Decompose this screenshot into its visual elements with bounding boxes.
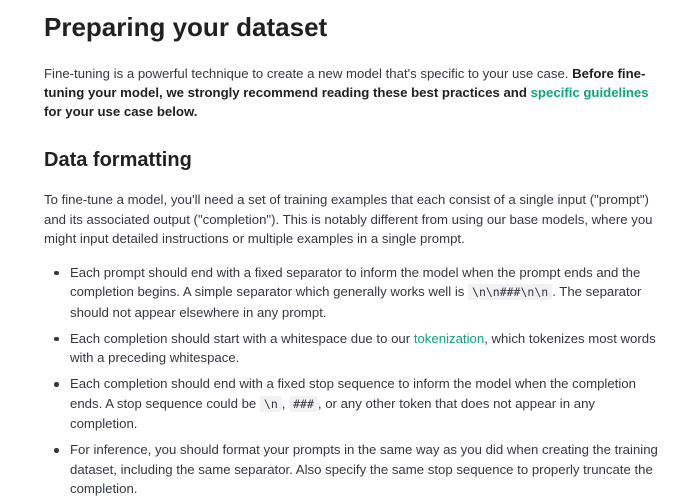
bullet-dot-icon: [54, 337, 59, 342]
page-title: Preparing your dataset: [44, 12, 328, 42]
specific-guidelines-link[interactable]: specific guidelines: [530, 85, 649, 100]
intro-bold-after-link: for your use case below.: [44, 104, 198, 119]
list-item: [44, 440, 661, 499]
bullet-dot-icon: [54, 382, 59, 387]
data-formatting-paragraph: To fine-tune a model, you'll need a set of training examples that each consist of a single input ("prompt") and its associated output ("completion"). This is notably different from using our base models, where you might input detailed instructions or multiple examples in a single prompt.: [44, 192, 653, 246]
hash-code: ###: [289, 396, 318, 412]
formatting-bullet-list: [44, 263, 661, 499]
intro-bold-before-link: Before fine-tuning your model, we strongly recommend reading these best practices and: [44, 66, 646, 100]
bullet-2-text-a: Each completion should start with a whitespace due to our: [70, 330, 414, 346]
bullet-dot-icon: [54, 271, 59, 276]
bullet-3-text-a: Each completion should end with a fixed stop sequence to inform the model when the completion ends. A stop sequence could be: [70, 376, 636, 411]
newline-code: \n: [260, 396, 282, 412]
bullet-2-text-b: , which tokenizes most words with a preceding whitespace.: [70, 330, 656, 365]
bullet-4-text: For inference, you should format your prompts in the same way as you did when creating the training dataset, including the same separator. Also specify the same stop sequence to properly truncate the completion.: [70, 442, 658, 496]
list-item: [44, 263, 661, 323]
section-heading-data-formatting: Data formatting: [44, 149, 192, 171]
bullet-1-text-b: . The separator should not appear elsewhere in any prompt.: [70, 284, 642, 320]
bullet-3-text-b: ,: [281, 395, 290, 411]
intro-paragraph: [44, 64, 661, 121]
intro-text: Fine-tuning is a powerful technique to create a new model that's specific to your use case.: [44, 66, 573, 81]
bullet-3-text-c: , or any other token that does not appear in any completion.: [70, 395, 595, 431]
list-item: [44, 374, 661, 434]
bullet-1-text-a: Each prompt should end with a fixed separator to inform the model when the prompt ends and the completion begins. A simple separator which generally works well is: [70, 264, 641, 299]
separator-code: \n\n###\n\n: [468, 284, 552, 300]
list-item: [44, 329, 661, 368]
tokenization-link[interactable]: tokenization: [413, 330, 485, 346]
bullet-dot-icon: [54, 448, 59, 453]
